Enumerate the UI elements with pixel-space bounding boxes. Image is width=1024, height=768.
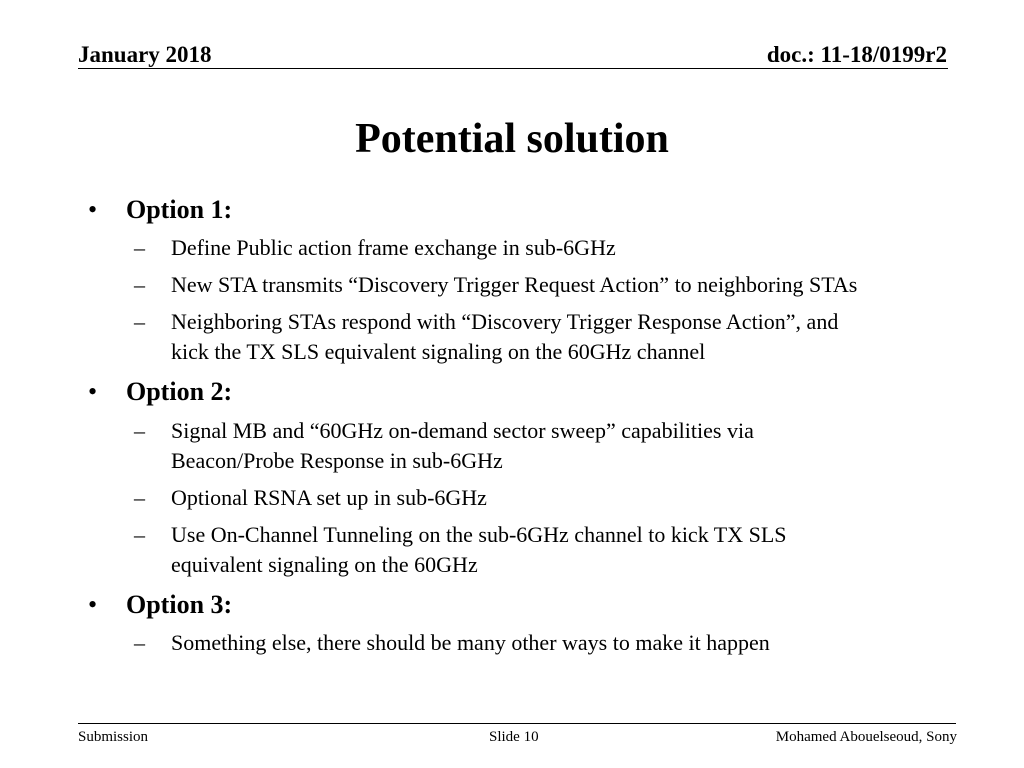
slide-title: Potential solution: [355, 116, 669, 162]
list-item-line: New STA transmits “Discovery Trigger Request Action” to neighboring STAs: [171, 272, 858, 297]
footer-divider: [78, 723, 956, 724]
list-item-line: Define Public action frame exchange in sub-6GHz: [171, 235, 616, 260]
dash-icon: –: [134, 522, 145, 547]
header-doc-id: doc.: 11-18/0199r2: [766, 42, 947, 67]
dash-icon: –: [134, 485, 145, 510]
list-item-text: [171, 307, 838, 367]
option-label: Option 1:: [126, 195, 233, 224]
footer-slide-number: Slide 10: [489, 729, 539, 745]
list-item-line: Signal MB and “60GHz on-demand sector sweep” capabilities via: [171, 418, 754, 443]
bullet-icon: •: [88, 377, 98, 406]
list-item-text: [171, 520, 787, 580]
dash-icon: –: [134, 418, 145, 443]
list-item-line: Beacon/Probe Response in sub-6GHz: [171, 448, 503, 473]
bullet-icon: •: [88, 195, 98, 224]
list-item-line: kick the TX SLS equivalent signaling on the 60GHz channel: [171, 339, 706, 364]
dash-icon: –: [134, 630, 145, 655]
list-item-line: Optional RSNA set up in sub-6GHz: [171, 485, 487, 510]
dash-icon: –: [134, 309, 145, 334]
list-item-text: [171, 270, 857, 300]
option-label: Option 2:: [126, 377, 233, 406]
list-item-line: Neighboring STAs respond with “Discovery Trigger Response Action”, and: [171, 309, 839, 334]
header-date: January 2018: [78, 42, 212, 67]
list-item-line: Use On-Channel Tunneling on the sub-6GHz channel to kick TX SLS: [171, 522, 787, 547]
dash-icon: –: [134, 235, 145, 260]
footer-submission: Submission: [78, 729, 149, 745]
list-item-line: equivalent signaling on the 60GHz: [171, 552, 478, 577]
list-item-text: [171, 483, 487, 513]
dash-icon: –: [134, 272, 145, 297]
list-item-text: [171, 233, 616, 263]
list-item-text: [171, 416, 754, 476]
bullet-icon: •: [88, 590, 98, 619]
list-item-line: Something else, there should be many other ways to make it happen: [171, 630, 770, 655]
list-item-text: [171, 628, 770, 658]
option-label: Option 3:: [126, 590, 233, 619]
footer-author: Mohamed Abouelseoud, Sony: [775, 729, 957, 745]
